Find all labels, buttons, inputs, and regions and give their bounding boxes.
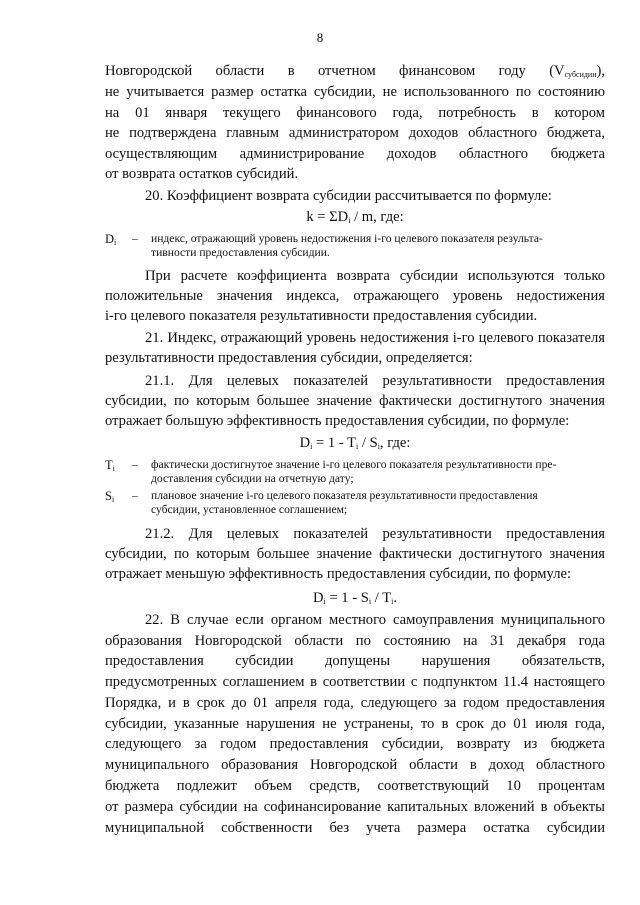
text-line: не учитывается размер остатка субсидии, не использованного по состоянию xyxy=(105,84,605,100)
paragraph-20: 20. Коэффициент возврата субсидии рассчитывается по формуле: xyxy=(145,188,552,204)
definition-t: $T_i$ – фактически достигнутое значение i-го целевого показателя результативности пре- доставления субсидии на отчетную дату; xyxy=(105,458,557,485)
text-line: муниципальной собственности без учета размера остатка субсидии xyxy=(105,820,605,836)
page-number: 8 xyxy=(316,30,324,45)
text-line: результативности предоставления субсидии, определяется: xyxy=(105,350,473,366)
text-line: предусмотренных соглашением в соответствии с подпунктом 11.4 настоящего xyxy=(105,674,605,690)
text-line: муниципального образования Новгородской области в доход областного xyxy=(105,757,605,773)
definition-d: $D_i$ – индекс, отражающий уровень недостижения i-го целевого показателя результа- тивности предоставления субсидии. xyxy=(105,232,543,259)
text-line: от возврата остатков субсидий. xyxy=(105,166,299,182)
text-line: образования Новгородской области по состоянию на 31 декабря года xyxy=(105,633,605,649)
formula-di-2: $D_i = 1 - S_i / T_i$. xyxy=(312,590,398,606)
text-line: предоставления субсидии допущены нарушения обязательств, xyxy=(105,653,605,669)
text-line: субсидии, указанные нарушения не устранены, то в срок до 01 июля года, xyxy=(105,716,605,732)
text-line: отражает меньшую эффективность предоставления субсидии, по формуле: xyxy=(105,566,572,582)
text-line: отражает большую эффективность предоставления субсидии, по формуле: xyxy=(105,413,570,429)
text-line: При расчете коэффициента возврата субсидии используются только xyxy=(145,268,605,284)
text-line: субсидии, по которым большее значение фактически достигнутого значения xyxy=(105,393,605,409)
text-line: i-го целевого показателя результативности предоставления субсидии. xyxy=(105,308,538,324)
text-line: субсидии, по которым большее значение фактически достигнутого значения xyxy=(105,546,605,562)
text-line: от размера субсидии на софинансирование капитальных вложений в объекты xyxy=(105,799,605,815)
text-line: положительные значения индекса, отражающего уровень недостижения xyxy=(105,288,605,304)
definition-s: $S_i$ – плановое значение i-го целевого показателя результативности предоставления субсидии, установленное соглашением; xyxy=(105,489,538,516)
formula-k: $k = \Sigma D_i / m$, где: xyxy=(306,209,404,225)
text-line: осуществляющим администрирование доходов областного бюджета xyxy=(105,146,605,162)
text-line: 21. Индекс, отражающий уровень недостижения i-го целевого показателя xyxy=(145,330,605,346)
text-line: 21.1. Для целевых показателей результативности предоставления xyxy=(145,373,605,389)
text-line: 21.2. Для целевых показателей результативности предоставления xyxy=(145,526,605,542)
text-line: Новгородской области в отчетном финансовом году $(V_{субсидии})$, xyxy=(105,63,605,79)
text-line: Порядка, и в срок до 01 апреля года, следующего за годом предоставления xyxy=(105,695,605,711)
text-line: на 01 января текущего финансового года, потребность в котором xyxy=(105,105,605,121)
text-line: следующего за годом предоставления субсидии, возврату из бюджета xyxy=(105,736,605,752)
text-line: бюджета подлежит объем средств, соответствующий 10 процентам xyxy=(105,778,605,794)
formula-di-1: $D_i = 1 - T_i / S_i$, где: xyxy=(299,435,411,451)
text-line: не подтверждена главным администратором доходов областного бюджета, xyxy=(105,125,605,141)
text-line: 22. В случае если органом местного самоуправления муниципального xyxy=(145,612,605,628)
